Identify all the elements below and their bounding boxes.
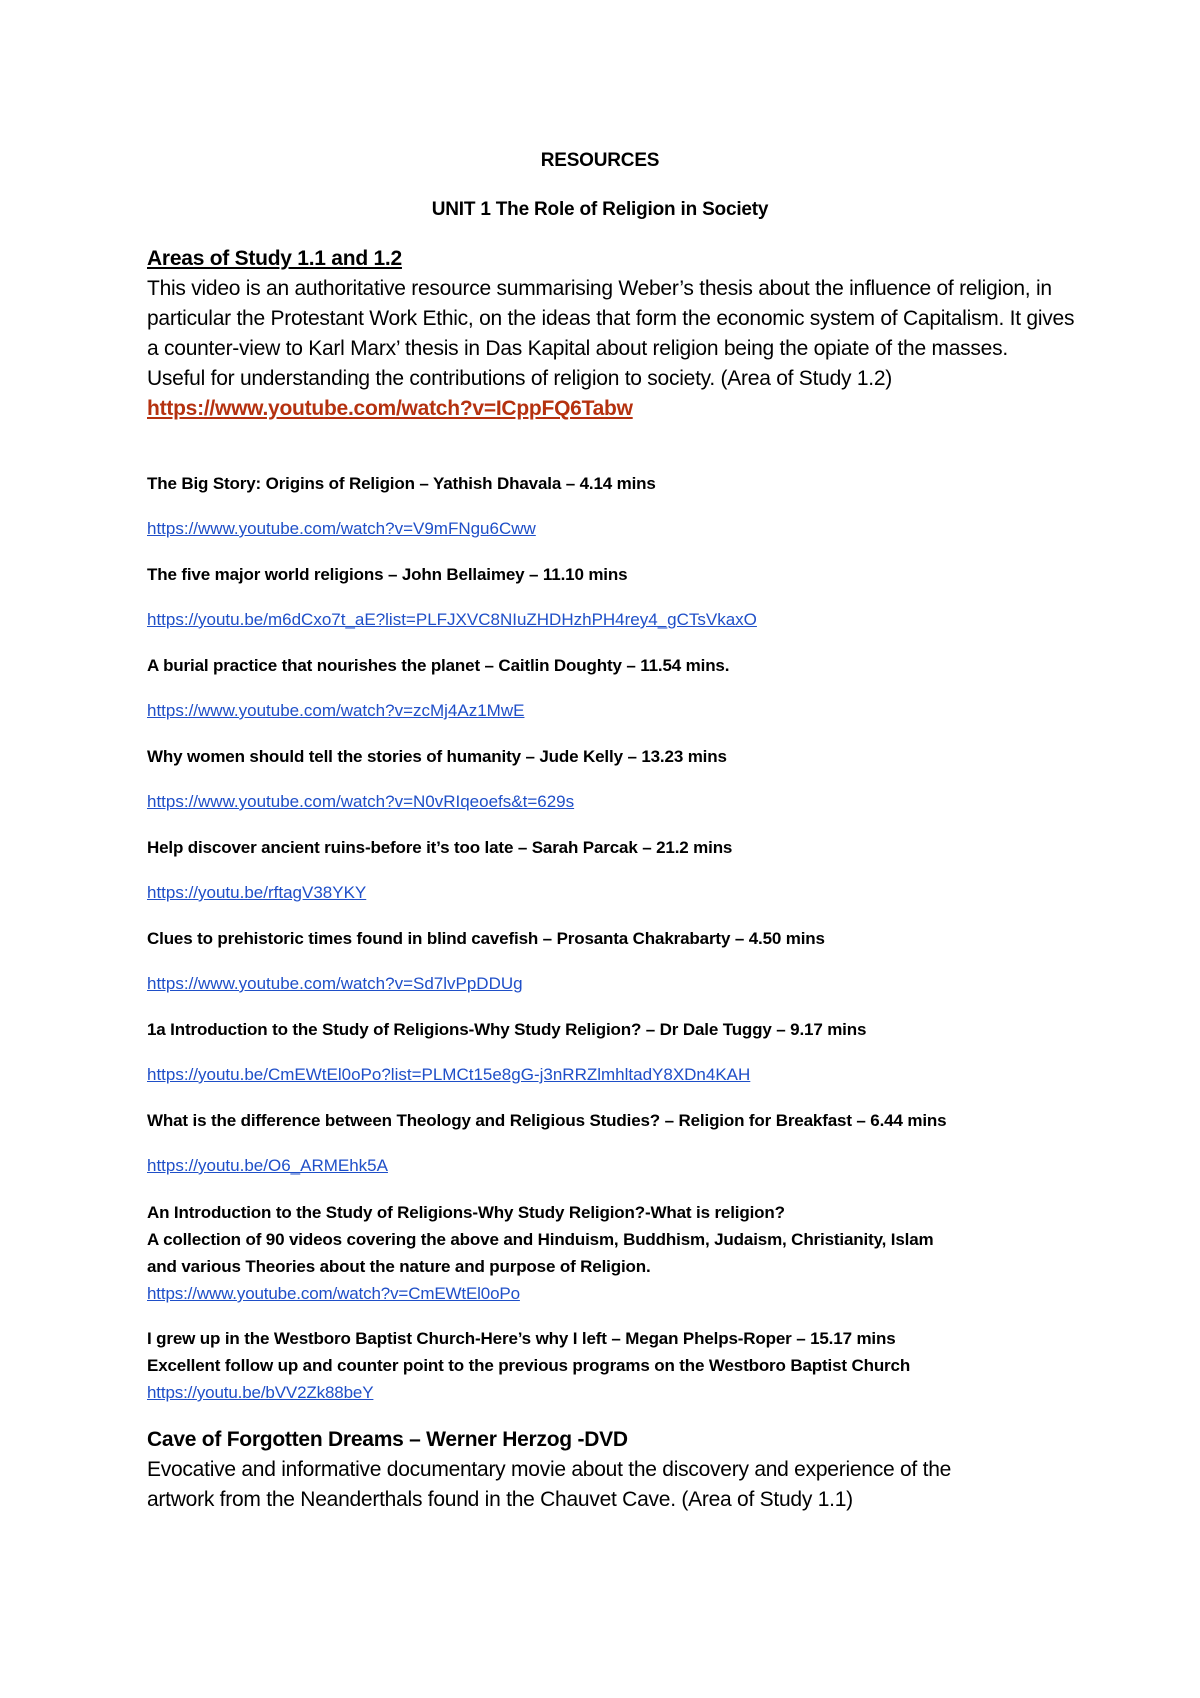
westboro-link[interactable]: https://youtu.be/bVV2Zk88beY (147, 1383, 374, 1402)
resource-title-8: What is the difference between Theology and Religious Studies? – Religion for Breakfast – 6.44 mins (147, 1111, 947, 1130)
collection-description-line-2: and various Theories about the nature and purpose of Religion. (147, 1257, 651, 1276)
resource-link-4[interactable]: https://www.youtube.com/watch?v=N0vRIqeoefs&t=629s (147, 792, 575, 811)
resource-link-2[interactable]: https://youtu.be/m6dCxo7t_aE?list=PLFJXVC8NIuZHDHzhPH4rey4_gCTsVkaxO (147, 610, 757, 629)
collection-link[interactable]: https://www.youtube.com/watch?v=CmEWtEl0oPo (147, 1284, 520, 1303)
resource-link-3[interactable]: https://www.youtube.com/watch?v=zcMj4Az1MwE (147, 701, 525, 720)
resource-title-6: Clues to prehistoric times found in blind cavefish – Prosanta Chakrabarty – 4.50 mins (147, 929, 825, 948)
resource-link-6[interactable]: https://www.youtube.com/watch?v=Sd7lvPpDDUg (147, 974, 523, 993)
resource-title-3: A burial practice that nourishes the planet – Caitlin Doughty – 11.54 mins. (147, 656, 730, 675)
resource-title-4: Why women should tell the stories of humanity – Jude Kelly – 13.23 mins (147, 747, 727, 766)
document-title: RESOURCES (540, 150, 660, 171)
collection-description-line-1: A collection of 90 videos covering the above and Hinduism, Buddhism, Judaism, Christianity, Islam (147, 1230, 934, 1249)
collection-title: An Introduction to the Study of Religions-Why Study Religion?-What is religion? (147, 1203, 785, 1222)
document-subtitle: UNIT 1 The Role of Religion in Society (431, 199, 769, 220)
resource-title-2: The five major world religions – John Bellaimey – 11.10 mins (147, 565, 628, 584)
resource-title-1: The Big Story: Origins of Religion – Yathish Dhavala – 4.14 mins (147, 474, 656, 493)
resource-title-7: 1a Introduction to the Study of Religions-Why Study Religion? – Dr Dale Tuggy – 9.17 mins (147, 1020, 867, 1039)
resource-title-5: Help discover ancient ruins-before it’s too late – Sarah Parcak – 21.2 mins (147, 838, 733, 857)
section-heading: Areas of Study 1.1 and 1.2 (147, 247, 402, 270)
resource-link-1[interactable]: https://www.youtube.com/watch?v=V9mFNgu6Cww (147, 519, 536, 538)
collection-section (147, 1199, 1077, 1307)
intro-video-link[interactable]: https://www.youtube.com/watch?v=ICppFQ6Tabw (147, 397, 633, 420)
intro-useful-note: Useful for understanding the contributions of religion to society. (Area of Study 1.2) (147, 367, 893, 390)
westboro-section (147, 1325, 1077, 1406)
dvd-section (147, 1425, 1077, 1515)
westboro-title: I grew up in the Westboro Baptist Church-Here’s why I left – Megan Phelps-Roper – 15.17 mins (147, 1329, 896, 1348)
resource-link-8[interactable]: https://youtu.be/O6_ARMEhk5A (147, 1156, 388, 1175)
resource-link-7[interactable]: https://youtu.be/CmEWtEl0oPo?list=PLMCt15e8gG-j3nRRZlmhltadY8XDn4KAH (147, 1065, 751, 1084)
intro-section (147, 244, 1077, 424)
dvd-description-line-2: artwork from the Neanderthals found in the Chauvet Cave. (Area of Study 1.1) (147, 1488, 853, 1511)
resource-link-5[interactable]: https://youtu.be/rftagV38YKY (147, 883, 367, 902)
dvd-title: Cave of Forgotten Dreams – Werner Herzog -DVD (147, 1428, 628, 1451)
westboro-note: Excellent follow up and counter point to the previous programs on the Westboro Baptist Church (147, 1356, 911, 1375)
dvd-description-line-1: Evocative and informative documentary movie about the discovery and experience of the (147, 1458, 952, 1481)
intro-paragraph: This video is an authoritative resource summarising Weber’s thesis about the influence of religion, in particular the Protestant Work Ethic, on the ideas that form the economic system of Capitalism. It gives a counter-view to Karl Marx’ thesis in Das Kapital about religion being the opiate of the masses. (147, 277, 1075, 360)
